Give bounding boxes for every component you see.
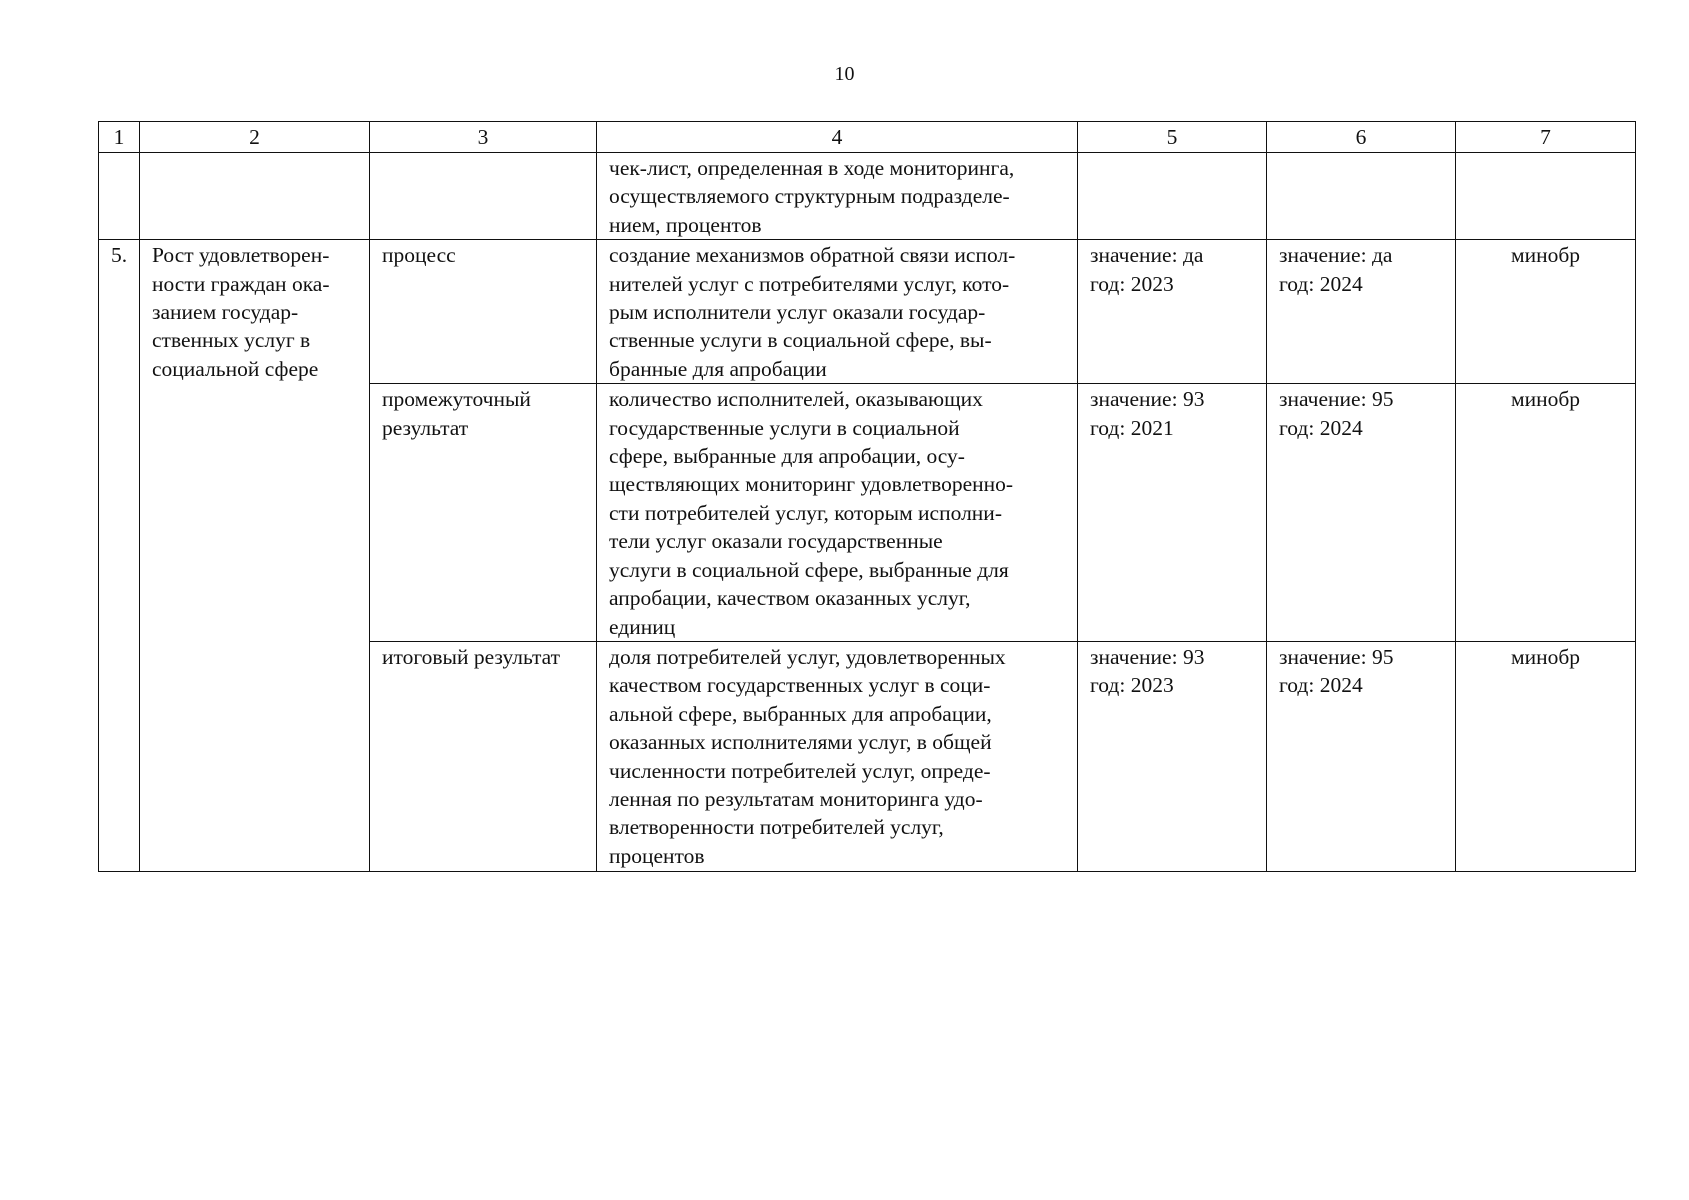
responsible-cell: минобр — [1456, 240, 1636, 384]
goal-line: ственных услуг в — [152, 328, 311, 353]
indicator-type-line: процесс — [382, 243, 456, 268]
goal-line: Рост удовлетворен- — [152, 243, 330, 268]
indicator-type-cell — [370, 384, 597, 642]
table-row-continuation — [99, 153, 1636, 240]
description-line: сфере, выбранные для апробации, осу- — [609, 444, 965, 469]
description-line: тели услуг оказали государственные — [609, 529, 943, 554]
header-cell: 3 — [370, 122, 597, 153]
indicator-type-line: итоговый результат — [382, 644, 561, 669]
description-line: апробации, качеством оказанных услуг, — [609, 586, 971, 611]
description-line: ленная по результатам мониторинга удо- — [609, 786, 983, 811]
goal-line: занием государ- — [152, 300, 299, 325]
target-value-cell: значение: 95 год: 2024 — [1267, 384, 1456, 642]
header-cell: 1 — [99, 122, 140, 153]
description-line: численности потребителей услуг, опреде- — [609, 758, 991, 783]
base-value-cell: значение: да год: 2023 — [1078, 240, 1267, 384]
indicators-table — [98, 121, 1636, 872]
description-line: качеством государственных услуг в соци- — [609, 673, 991, 698]
description-line: услуги в социальной сфере, выбранные для — [609, 557, 1009, 582]
description-line: осуществляемого структурным подразделе- — [609, 184, 1010, 209]
description-line: влетворенности потребителей услуг, — [609, 815, 944, 840]
description-line: ществляющих мониторинг удовлетворенно- — [609, 472, 1014, 497]
description-cell — [597, 641, 1078, 871]
description-cell — [597, 153, 1078, 240]
base-value-cell: значение: 93 год: 2021 — [1078, 384, 1267, 642]
description-line: процентов — [609, 843, 705, 868]
description-line: государственные услуги в социальной — [609, 415, 960, 440]
header-cell: 7 — [1456, 122, 1636, 153]
table-cell — [99, 153, 140, 240]
table-cell — [1456, 153, 1636, 240]
base-value-cell: значение: 93 год: 2023 — [1078, 641, 1267, 871]
table-header-row — [99, 122, 1636, 153]
responsible-cell: минобр — [1456, 384, 1636, 642]
row-number-cell: 5. — [99, 240, 140, 872]
description-cell — [597, 384, 1078, 642]
table-cell — [140, 153, 370, 240]
description-line: нителей услуг с потребителями услуг, кото- — [609, 271, 1010, 296]
table-cell — [1078, 153, 1267, 240]
responsible-cell: минобр — [1456, 641, 1636, 871]
target-value-cell: значение: да год: 2024 — [1267, 240, 1456, 384]
description-line: оказанных исполнителями услуг, в общей — [609, 730, 992, 755]
description-line: рым исполнители услуг оказали государ- — [609, 300, 986, 325]
description-line: количество исполнителей, оказывающих — [609, 387, 983, 412]
description-line: сти потребителей услуг, которым исполни- — [609, 500, 1002, 525]
page-number: 10 — [834, 63, 855, 85]
description-line: ственные услуги в социальной сфере, вы- — [609, 328, 992, 353]
header-cell: 2 — [140, 122, 370, 153]
header-cell: 4 — [597, 122, 1078, 153]
description-line: создание механизмов обратной связи испол- — [609, 243, 1016, 268]
header-cell: 5 — [1078, 122, 1267, 153]
indicator-type-line: результат — [382, 415, 469, 440]
description-line: бранные для апробации — [609, 356, 827, 381]
description-line: единиц — [609, 614, 676, 639]
target-value-cell: значение: 95 год: 2024 — [1267, 641, 1456, 871]
header-cell: 6 — [1267, 122, 1456, 153]
description-line: альной сфере, выбранных для апробации, — [609, 701, 992, 726]
table-row — [99, 240, 1636, 384]
description-line: доля потребителей услуг, удовлетворенных — [609, 644, 1006, 669]
indicator-type-cell — [370, 641, 597, 871]
table-cell — [370, 153, 597, 240]
goal-line: ности граждан ока- — [152, 271, 330, 296]
goal-cell — [140, 240, 370, 872]
table-cell — [1267, 153, 1456, 240]
indicator-type-line: промежуточный — [382, 387, 531, 412]
goal-line: социальной сфере — [152, 356, 319, 381]
description-line: чек-лист, определенная в ходе мониторинга, — [609, 156, 1015, 180]
description-cell — [597, 240, 1078, 384]
indicator-type-cell — [370, 240, 597, 384]
description-line: нием, процентов — [609, 212, 762, 237]
